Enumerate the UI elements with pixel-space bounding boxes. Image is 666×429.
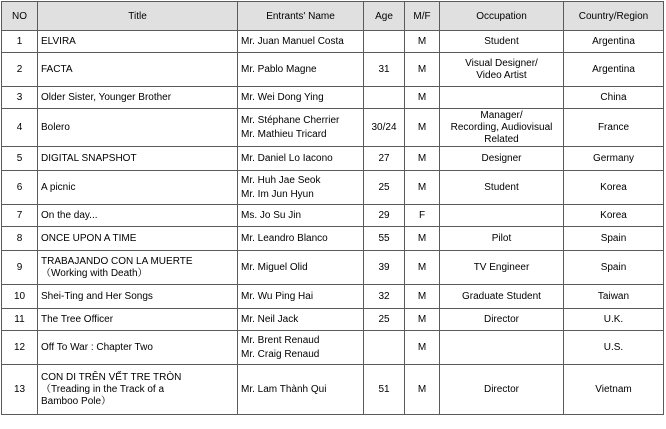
cell-entrants-name bbox=[238, 331, 364, 365]
title-line: On the day... bbox=[41, 209, 98, 221]
cell-occupation bbox=[440, 53, 564, 87]
cell-country-region: Taiwan bbox=[564, 285, 664, 309]
occupation-line: Related bbox=[484, 133, 519, 145]
table-row bbox=[2, 309, 664, 331]
cell-no: 5 bbox=[2, 147, 38, 171]
table-row bbox=[2, 109, 664, 147]
table-row bbox=[2, 331, 664, 365]
cell-occupation bbox=[440, 285, 564, 309]
table-row bbox=[2, 227, 664, 251]
entrant-name: Mr. Wei Dong Ying bbox=[241, 91, 324, 103]
cell-title bbox=[38, 309, 238, 331]
entrant-name: Mr. Pablo Magne bbox=[241, 63, 317, 75]
cell-age: 32 bbox=[364, 285, 405, 309]
cell-sex: M bbox=[405, 31, 440, 53]
cell-country-region: Argentina bbox=[564, 53, 664, 87]
cell-no: 10 bbox=[2, 285, 38, 309]
table-row bbox=[2, 87, 664, 109]
title-line: Older Sister, Younger Brother bbox=[41, 91, 172, 103]
occupation-line: Student bbox=[484, 181, 519, 193]
cell-country-region: Vietnam bbox=[564, 365, 664, 415]
cell-no: 7 bbox=[2, 205, 38, 227]
entrant-name: Mr. Craig Renaud bbox=[241, 348, 320, 360]
cell-occupation bbox=[440, 109, 564, 147]
cell-no: 12 bbox=[2, 331, 38, 365]
cell-country-region: Germany bbox=[564, 147, 664, 171]
cell-sex: M bbox=[405, 309, 440, 331]
cell-no: 4 bbox=[2, 109, 38, 147]
cell-occupation bbox=[440, 331, 564, 365]
header-country-region: Country/Region bbox=[564, 2, 664, 31]
title-line: Off To War : Chapter Two bbox=[41, 341, 153, 353]
cell-title bbox=[38, 205, 238, 227]
cell-title bbox=[38, 365, 238, 415]
cell-sex: M bbox=[405, 285, 440, 309]
cell-title bbox=[38, 53, 238, 87]
cell-country-region: U.S. bbox=[564, 331, 664, 365]
cell-no: 6 bbox=[2, 171, 38, 205]
cell-sex: M bbox=[405, 109, 440, 147]
cell-entrants-name bbox=[238, 109, 364, 147]
cell-entrants-name bbox=[238, 147, 364, 171]
entrant-name: Mr. Stéphane Cherrier bbox=[241, 114, 340, 126]
cell-title bbox=[38, 147, 238, 171]
cell-title bbox=[38, 31, 238, 53]
title-line: Shei-Ting and Her Songs bbox=[41, 290, 153, 302]
header-title: Title bbox=[38, 2, 238, 31]
cell-age: 55 bbox=[364, 227, 405, 251]
cell-entrants-name bbox=[238, 309, 364, 331]
entrant-name: Mr. Mathieu Tricard bbox=[241, 128, 327, 140]
cell-country-region: China bbox=[564, 87, 664, 109]
cell-age: 39 bbox=[364, 251, 405, 285]
entrant-name: Mr. Wu Ping Hai bbox=[241, 290, 314, 302]
cell-title bbox=[38, 251, 238, 285]
header-no: NO bbox=[2, 2, 38, 31]
cell-age: 31 bbox=[364, 53, 405, 87]
cell-occupation bbox=[440, 227, 564, 251]
entrant-name: Mr. Im Jun Hyun bbox=[241, 188, 314, 200]
title-line: A picnic bbox=[41, 181, 76, 193]
cell-country-region: Argentina bbox=[564, 31, 664, 53]
cell-entrants-name bbox=[238, 365, 364, 415]
cell-title bbox=[38, 109, 238, 147]
cell-occupation bbox=[440, 31, 564, 53]
cell-title bbox=[38, 171, 238, 205]
occupation-line: Graduate Student bbox=[462, 290, 541, 302]
cell-no: 3 bbox=[2, 87, 38, 109]
occupation-line: Pilot bbox=[491, 232, 512, 244]
table-row bbox=[2, 53, 664, 87]
cell-title bbox=[38, 285, 238, 309]
cell-age: 29 bbox=[364, 205, 405, 227]
cell-country-region: Korea bbox=[564, 171, 664, 205]
cell-entrants-name bbox=[238, 87, 364, 109]
occupation-line: Video Artist bbox=[476, 69, 527, 81]
occupation-line: Visual Designer/ bbox=[465, 57, 538, 69]
entrant-name: Mr. Brent Renaud bbox=[241, 334, 320, 346]
entrants-table bbox=[1, 1, 664, 415]
cell-age: 25 bbox=[364, 309, 405, 331]
cell-country-region: France bbox=[564, 109, 664, 147]
cell-age: 27 bbox=[364, 147, 405, 171]
title-line: FACTA bbox=[41, 63, 73, 75]
cell-sex: M bbox=[405, 331, 440, 365]
title-line: CON DI TRÊN VẾT TRE TRÒN bbox=[41, 371, 182, 383]
cell-country-region: Spain bbox=[564, 251, 664, 285]
table-row bbox=[2, 285, 664, 309]
cell-sex: M bbox=[405, 147, 440, 171]
table-row bbox=[2, 31, 664, 53]
title-line: Bolero bbox=[41, 121, 70, 133]
cell-occupation bbox=[440, 309, 564, 331]
occupation-line: TV Engineer bbox=[473, 261, 530, 273]
cell-entrants-name bbox=[238, 31, 364, 53]
title-line: Bamboo Pole） bbox=[41, 395, 112, 407]
cell-occupation bbox=[440, 147, 564, 171]
entrant-name: Mr. Huh Jae Seok bbox=[241, 174, 321, 186]
entrant-name: Mr. Leandro Blanco bbox=[241, 232, 328, 244]
cell-age: 25 bbox=[364, 171, 405, 205]
occupation-line: Recording, Audiovisual bbox=[450, 121, 553, 133]
cell-sex: M bbox=[405, 251, 440, 285]
header-entrants-name: Entrants' Name bbox=[238, 2, 364, 31]
cell-no: 8 bbox=[2, 227, 38, 251]
cell-title bbox=[38, 331, 238, 365]
title-line: DIGITAL SNAPSHOT bbox=[41, 152, 137, 164]
header-age: Age bbox=[364, 2, 405, 31]
cell-no: 1 bbox=[2, 31, 38, 53]
cell-occupation bbox=[440, 171, 564, 205]
title-line: TRABAJANDO CON LA MUERTE bbox=[41, 255, 193, 267]
cell-age bbox=[364, 331, 405, 365]
cell-occupation bbox=[440, 87, 564, 109]
cell-no: 11 bbox=[2, 309, 38, 331]
cell-no: 9 bbox=[2, 251, 38, 285]
title-line: （Treading in the Track of a bbox=[41, 383, 165, 395]
cell-sex: M bbox=[405, 171, 440, 205]
entrant-name: Mr. Daniel Lo Iacono bbox=[241, 152, 333, 164]
occupation-line: Manager/ bbox=[480, 109, 523, 121]
entrant-name: Ms. Jo Su Jin bbox=[241, 209, 302, 221]
title-line: The Tree Officer bbox=[41, 313, 114, 325]
occupation-line: Student bbox=[484, 35, 519, 47]
cell-entrants-name bbox=[238, 53, 364, 87]
header-occupation: Occupation bbox=[440, 2, 564, 31]
cell-sex: M bbox=[405, 53, 440, 87]
table-row bbox=[2, 365, 664, 415]
cell-title bbox=[38, 227, 238, 251]
table-row bbox=[2, 147, 664, 171]
cell-sex: M bbox=[405, 87, 440, 109]
cell-country-region: Korea bbox=[564, 205, 664, 227]
cell-sex: F bbox=[405, 205, 440, 227]
cell-country-region: Spain bbox=[564, 227, 664, 251]
cell-entrants-name bbox=[238, 227, 364, 251]
cell-no: 13 bbox=[2, 365, 38, 415]
cell-age bbox=[364, 31, 405, 53]
entrant-name: Mr. Miguel Olid bbox=[241, 261, 308, 273]
cell-country-region: U.K. bbox=[564, 309, 664, 331]
occupation-line: Director bbox=[483, 383, 519, 395]
table-row bbox=[2, 251, 664, 285]
table-row bbox=[2, 171, 664, 205]
cell-entrants-name bbox=[238, 251, 364, 285]
occupation-line: Director bbox=[483, 313, 519, 325]
cell-age bbox=[364, 87, 405, 109]
cell-sex: M bbox=[405, 365, 440, 415]
cell-title bbox=[38, 87, 238, 109]
occupation-line: Designer bbox=[481, 152, 522, 164]
cell-occupation bbox=[440, 365, 564, 415]
cell-entrants-name bbox=[238, 285, 364, 309]
cell-occupation bbox=[440, 251, 564, 285]
header-sex: M/F bbox=[405, 2, 440, 31]
cell-entrants-name bbox=[238, 171, 364, 205]
cell-sex: M bbox=[405, 227, 440, 251]
header-row bbox=[2, 2, 664, 31]
entrant-name: Mr. Juan Manuel Costa bbox=[241, 35, 344, 47]
title-line: （Working with Death） bbox=[41, 267, 148, 279]
title-line: ELVIRA bbox=[41, 35, 76, 47]
cell-age: 30/24 bbox=[364, 109, 405, 147]
cell-no: 2 bbox=[2, 53, 38, 87]
cell-age: 51 bbox=[364, 365, 405, 415]
entrant-name: Mr. Neil Jack bbox=[241, 313, 299, 325]
table-body bbox=[2, 31, 664, 415]
cell-occupation bbox=[440, 205, 564, 227]
table-row bbox=[2, 205, 664, 227]
cell-entrants-name bbox=[238, 205, 364, 227]
title-line: ONCE UPON A TIME bbox=[41, 232, 137, 244]
entrant-name: Mr. Lam Thành Qui bbox=[241, 383, 327, 395]
